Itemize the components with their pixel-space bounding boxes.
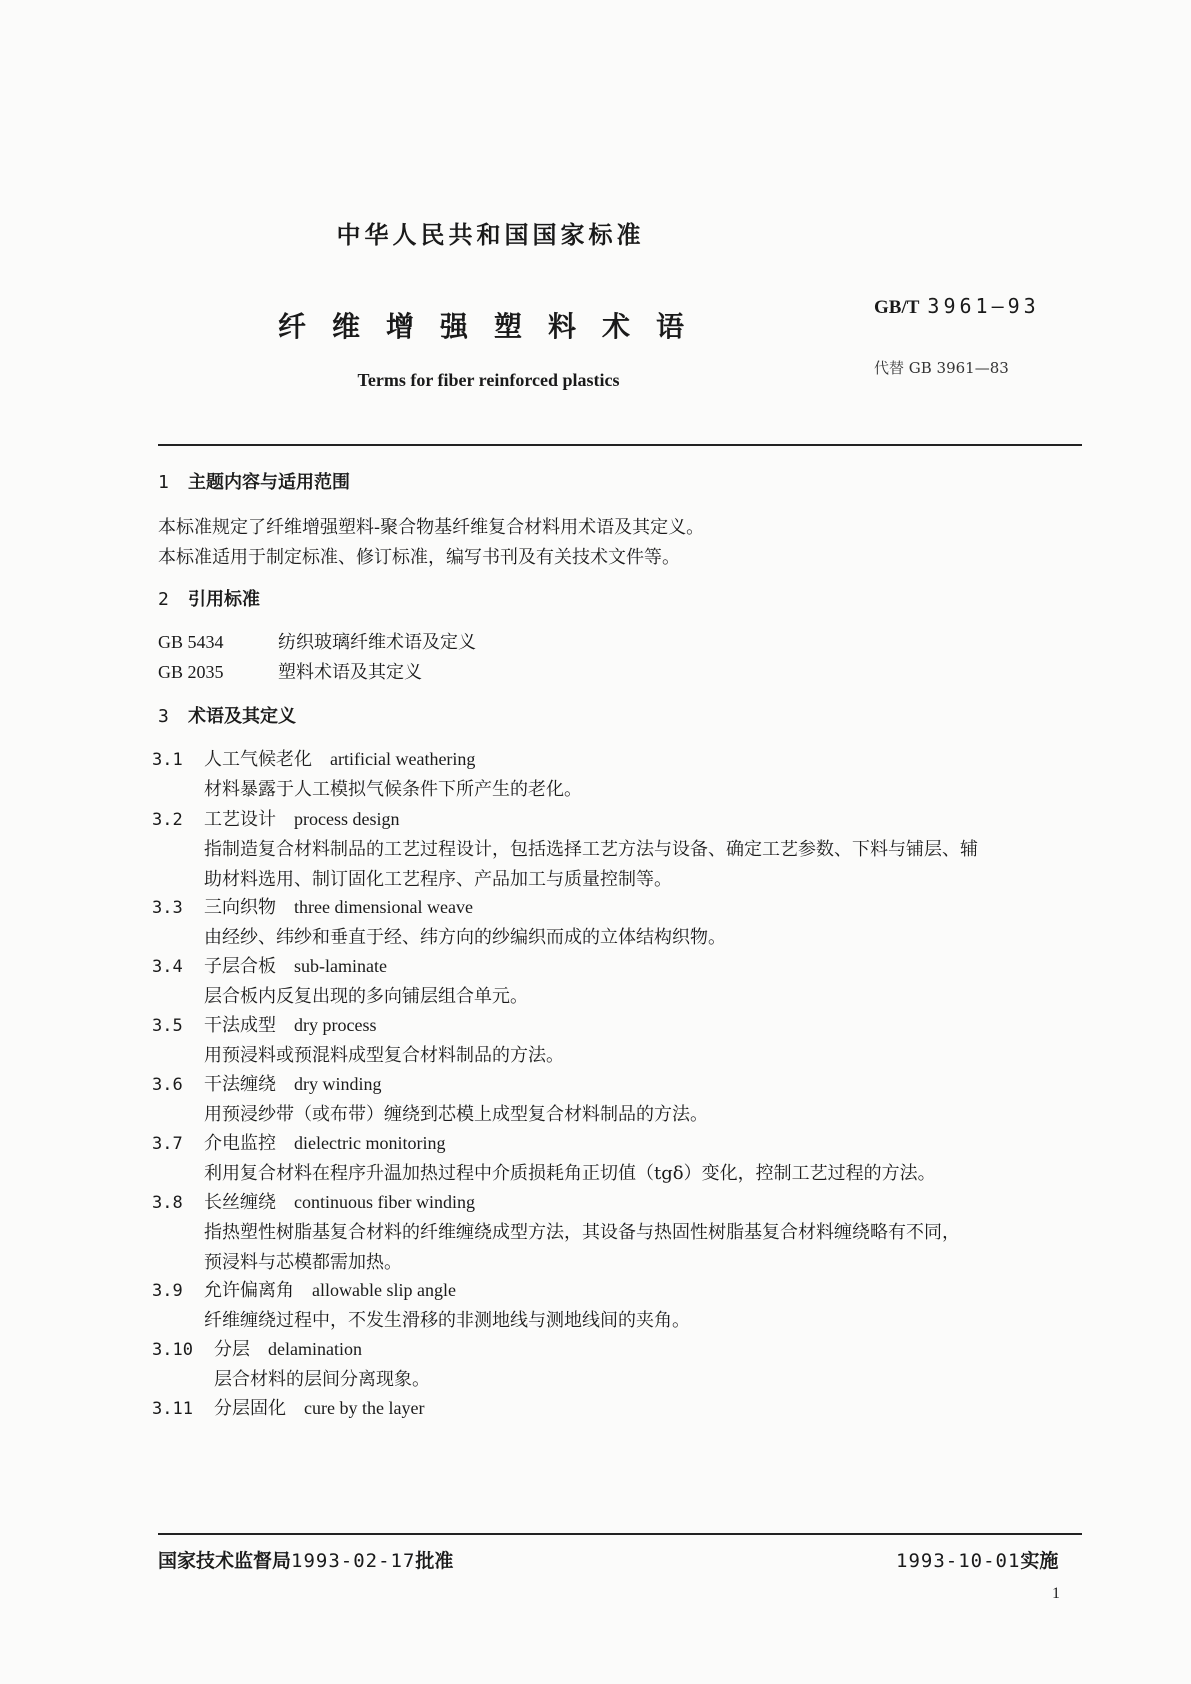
effective-label: 实施	[1020, 1550, 1059, 1572]
term-number: 3.4	[152, 957, 183, 977]
section-number: 2	[158, 589, 169, 610]
term-number: 3.11	[152, 1399, 193, 1419]
term-chinese: 干法缠绕	[204, 1074, 276, 1095]
term-number: 3.1	[152, 750, 183, 770]
section-number: 1	[158, 472, 169, 493]
issuer: 国家技术监督局	[158, 1550, 292, 1572]
reference-item	[158, 658, 422, 684]
document-title: 纤维增强塑料术语	[278, 310, 711, 343]
term-entry	[152, 1276, 456, 1302]
page-number: 1	[1052, 1585, 1060, 1602]
term-number: 3.6	[152, 1075, 183, 1095]
term-entry	[152, 893, 473, 919]
term-chinese: 长丝缠绕	[204, 1192, 276, 1213]
standard-code	[874, 294, 1040, 319]
standard-code-prefix: GB/T	[874, 297, 920, 318]
term-definition: 指热塑性树脂基复合材料的纤维缠绕成型方法，其设备与热固性树脂基复合材料缠绕略有不同，	[204, 1222, 960, 1243]
term-chinese: 分层固化	[214, 1398, 286, 1419]
term-number: 3.5	[152, 1016, 183, 1036]
term-english: sub-laminate	[294, 956, 387, 976]
term-chinese: 分层	[214, 1339, 250, 1360]
approved-date: 1993-02-17	[291, 1550, 416, 1572]
paragraph: 本标准适用于制定标准、修订标准，编写书刊及有关技术文件等。	[158, 547, 680, 568]
term-english: dielectric monitoring	[294, 1133, 446, 1153]
term-number: 3.7	[152, 1134, 183, 1154]
section-number: 3	[158, 706, 169, 727]
effective-date: 1993-10-01	[896, 1550, 1021, 1572]
term-definition: 纤维缠绕过程中，不发生滑移的非测地线与测地线间的夹角。	[204, 1310, 690, 1331]
term-definition: 层合板内反复出现的多向铺层组合单元。	[204, 986, 528, 1007]
term-chinese: 三向织物	[204, 897, 276, 918]
term-entry	[152, 1188, 475, 1214]
term-english: three dimensional weave	[294, 897, 473, 917]
term-english: dry winding	[294, 1074, 382, 1094]
term-entry	[152, 1070, 382, 1096]
term-number: 3.3	[152, 898, 183, 918]
term-number: 3.10	[152, 1340, 193, 1360]
term-entry	[152, 1011, 376, 1037]
term-chinese: 子层合板	[204, 956, 276, 977]
section-title: 术语及其定义	[188, 706, 296, 727]
term-english: cure by the layer	[304, 1398, 425, 1418]
document-title-english: Terms for fiber reinforced plastics	[357, 370, 620, 390]
section-title: 主题内容与适用范围	[188, 472, 350, 493]
reference-code: GB 5434	[158, 632, 224, 652]
term-entry	[152, 1394, 424, 1420]
term-entry	[152, 745, 475, 771]
paragraph: 本标准规定了纤维增强塑料-聚合物基纤维复合材料用术语及其定义。	[158, 517, 705, 538]
term-chinese: 允许偏离角	[204, 1280, 294, 1301]
term-number: 3.9	[152, 1281, 183, 1301]
section-heading-1	[158, 468, 350, 494]
national-standard-heading: 中华人民共和国国家标准	[336, 221, 645, 249]
header-divider	[158, 444, 1082, 446]
term-english: delamination	[268, 1339, 362, 1359]
term-definition: 利用复合材料在程序升温加热过程中介质损耗角正切值（tgδ）变化，控制工艺过程的方法。	[204, 1163, 936, 1184]
term-entry	[152, 952, 387, 978]
reference-title: 塑料术语及其定义	[278, 662, 422, 683]
term-english: dry process	[294, 1015, 377, 1035]
section-heading-2	[158, 585, 260, 611]
term-chinese: 人工气候老化	[204, 749, 312, 770]
reference-code: GB 2035	[158, 662, 224, 682]
term-english: artificial weathering	[330, 749, 476, 769]
term-definition: 材料暴露于人工模拟气候条件下所产生的老化。	[204, 779, 582, 800]
term-chinese: 工艺设计	[204, 809, 276, 830]
term-english: continuous fiber winding	[294, 1192, 475, 1212]
term-chinese: 干法成型	[204, 1015, 276, 1036]
term-entry	[152, 1129, 445, 1155]
term-english: allowable slip angle	[312, 1280, 456, 1300]
section-heading-3	[158, 702, 296, 728]
term-entry	[152, 805, 399, 831]
term-chinese: 介电监控	[204, 1133, 276, 1154]
term-definition: 由经纱、纬纱和垂直于经、纬方向的纱编织而成的立体结构织物。	[204, 927, 726, 948]
term-definition: 层合材料的层间分离现象。	[214, 1369, 430, 1390]
term-entry	[152, 1335, 362, 1361]
footer-divider	[158, 1533, 1082, 1535]
reference-item	[158, 628, 476, 654]
effective-line	[896, 1546, 1058, 1573]
term-english: process design	[294, 809, 400, 829]
reference-title: 纺织玻璃纤维术语及定义	[278, 632, 476, 653]
replaces-standard: 代替 GB 3961—83	[874, 359, 1009, 377]
term-definition: 预浸料与芯模都需加热。	[204, 1252, 402, 1273]
term-number: 3.2	[152, 810, 183, 830]
term-definition: 指制造复合材料制品的工艺过程设计，包括选择工艺方法与设备、确定工艺参数、下料与铺层、辅	[204, 839, 978, 860]
term-definition: 用预浸纱带（或布带）缠绕到芯模上成型复合材料制品的方法。	[204, 1104, 708, 1125]
term-definition: 助材料选用、制订固化工艺程序、产品加工与质量控制等。	[204, 869, 672, 890]
term-number: 3.8	[152, 1193, 183, 1213]
approved-label: 批准	[415, 1550, 454, 1572]
section-title: 引用标准	[188, 589, 260, 610]
term-definition: 用预浸料或预混料成型复合材料制品的方法。	[204, 1045, 564, 1066]
approval-line	[158, 1546, 453, 1573]
standard-code-number: 3961—93	[927, 294, 1040, 318]
